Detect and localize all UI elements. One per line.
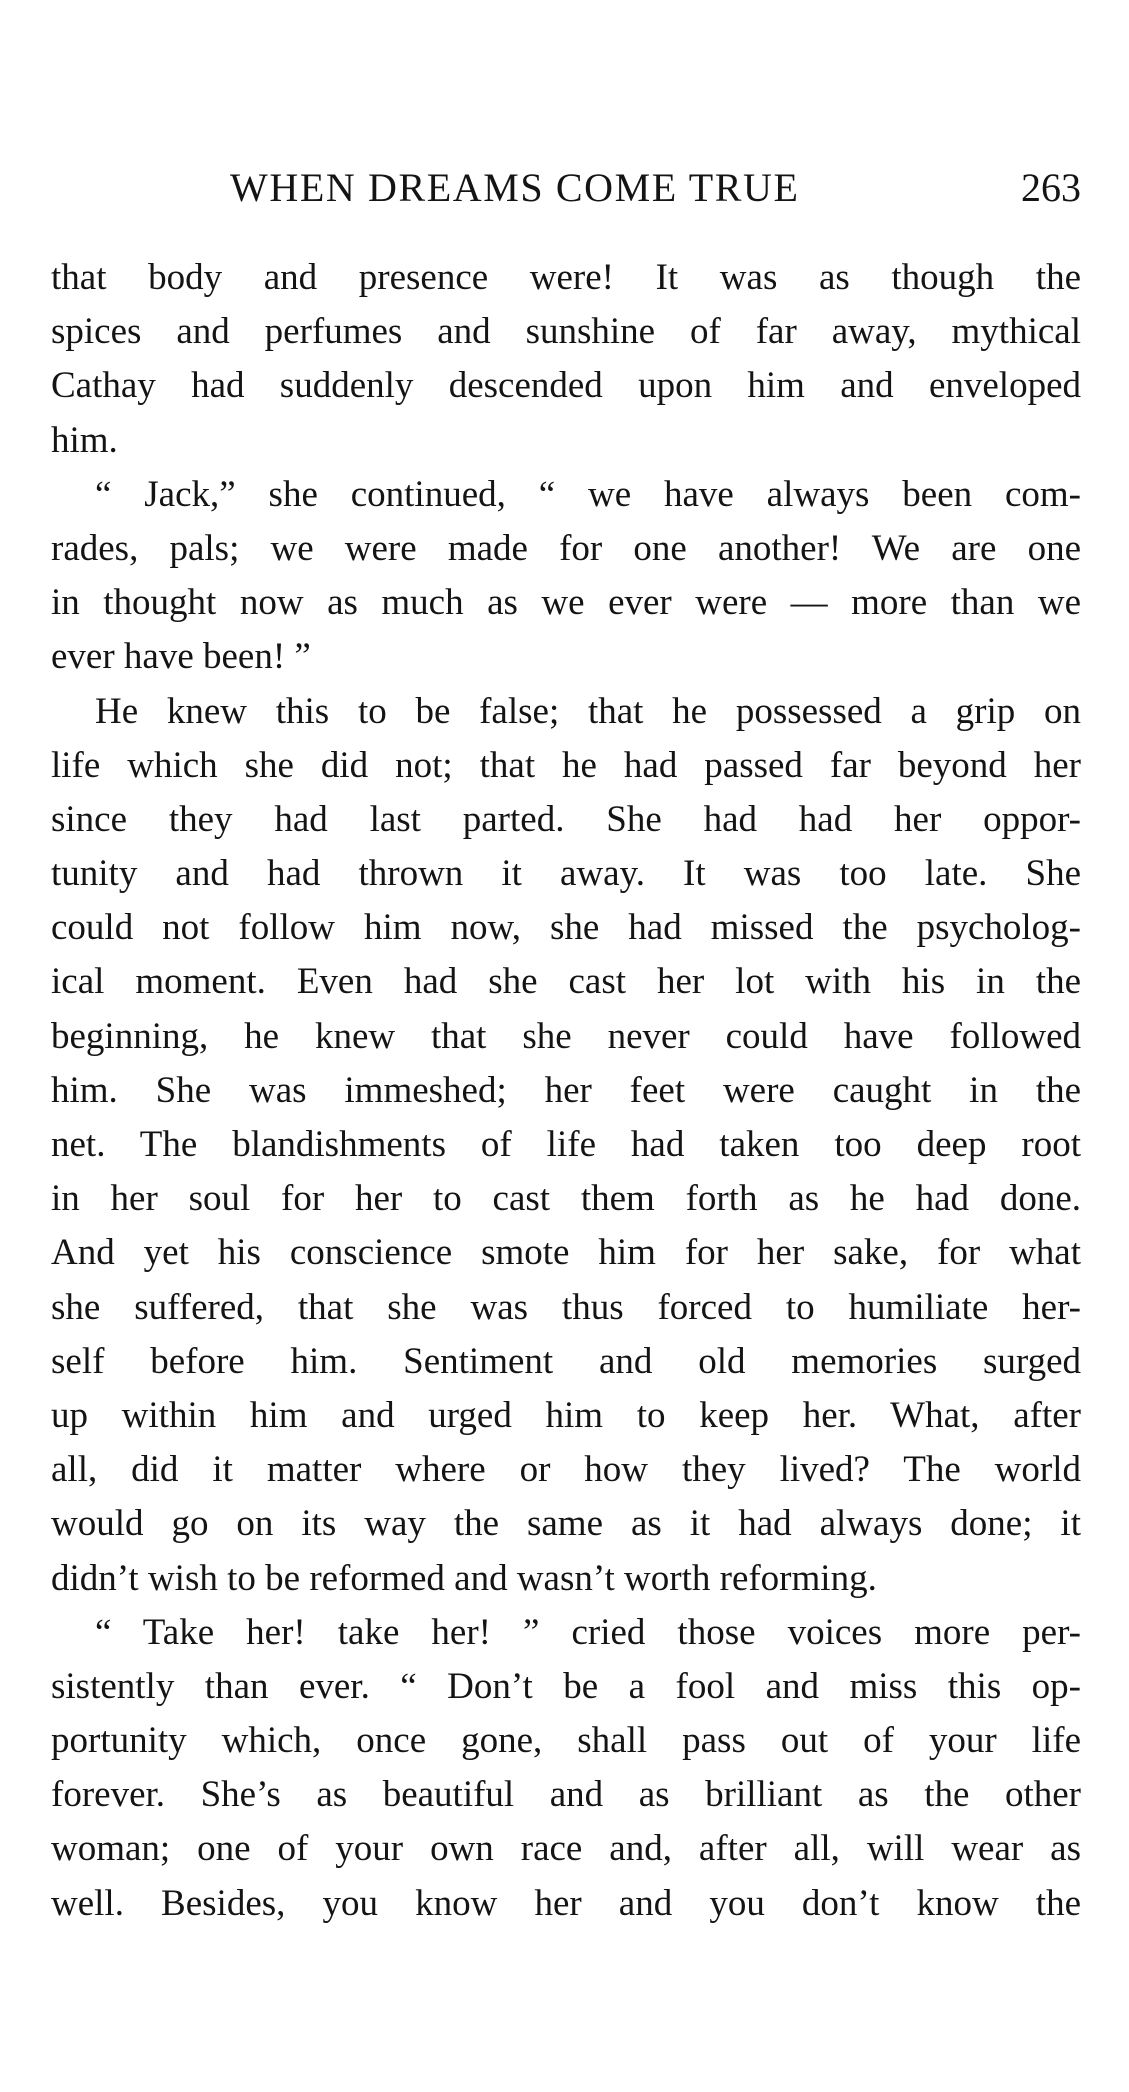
text-line: him. [51,419,118,461]
text-line: ical moment. Even had she cast her lot with his in the [51,961,1081,1003]
text-line: beginning, he knew that she never could have followed [51,1015,1081,1057]
paragraph [51,468,1081,685]
text-line: in thought now as much as we ever were — more than we [51,582,1081,624]
paragraph [51,251,1081,468]
text-line: could not follow him now, she had missed the psycholog- [51,907,1081,949]
text-line: life which she did not; that he had passed far beyond her [51,744,1081,786]
text-line: “ Jack,” she continued, “ we have always been com- [95,473,1081,515]
text-line: spices and perfumes and sunshine of far away, mythical [51,311,1081,353]
page-number: 263 [1021,165,1081,210]
text-line: tunity and had thrown it away. It was too late. She [51,853,1081,895]
text-line: net. The blandishments of life had taken too deep root [51,1124,1081,1165]
running-head-title: WHEN DREAMS COME TRUE [230,165,800,210]
text-line: sistently than ever. “ Don’t be a fool and miss this op- [51,1665,1081,1707]
text-line: that body and presence were! It was as though the [51,257,1081,298]
running-header [0,160,1129,216]
text-line: He knew this to be false; that he possessed a grip on [95,690,1081,732]
text-line: up within him and urged him to keep her. What, after [51,1394,1081,1436]
text-line: in her soul for her to cast them forth as he had done. [51,1178,1081,1220]
text-line: would go on its way the same as it had always done; it [51,1503,1081,1545]
paragraph [51,1606,1081,1931]
text-line: well. Besides, you know her and you don’t know the [51,1882,1081,1924]
text-line: self before him. Sentiment and old memories surged [51,1340,1081,1382]
text-line: didn’t wish to be reformed and wasn’t worth reforming. [51,1557,877,1599]
text-line: since they had last parted. She had had her oppor- [51,798,1081,840]
paragraph [51,685,1081,1606]
text-line: she suffered, that she was thus forced to humiliate her- [51,1286,1081,1328]
text-line: woman; one of your own race and, after all, will wear as [51,1828,1081,1870]
text-line: ever have been! ” [51,636,311,678]
text-line: all, did it matter where or how they lived? The world [51,1449,1081,1491]
text-line: And yet his conscience smote him for her sake, for what [51,1232,1081,1274]
text-line: rades, pals; we were made for one another! We are one [51,527,1081,569]
body-text [51,251,1081,1931]
text-line: portunity which, once gone, shall pass out of your life [51,1720,1081,1762]
text-line: forever. She’s as beautiful and as brilliant as the other [51,1774,1081,1816]
text-line: “ Take her! take her! ” cried those voices more per- [95,1611,1081,1653]
text-line: him. She was immeshed; her feet were caught in the [51,1069,1081,1111]
text-line: Cathay had suddenly descended upon him and enveloped [51,365,1081,407]
